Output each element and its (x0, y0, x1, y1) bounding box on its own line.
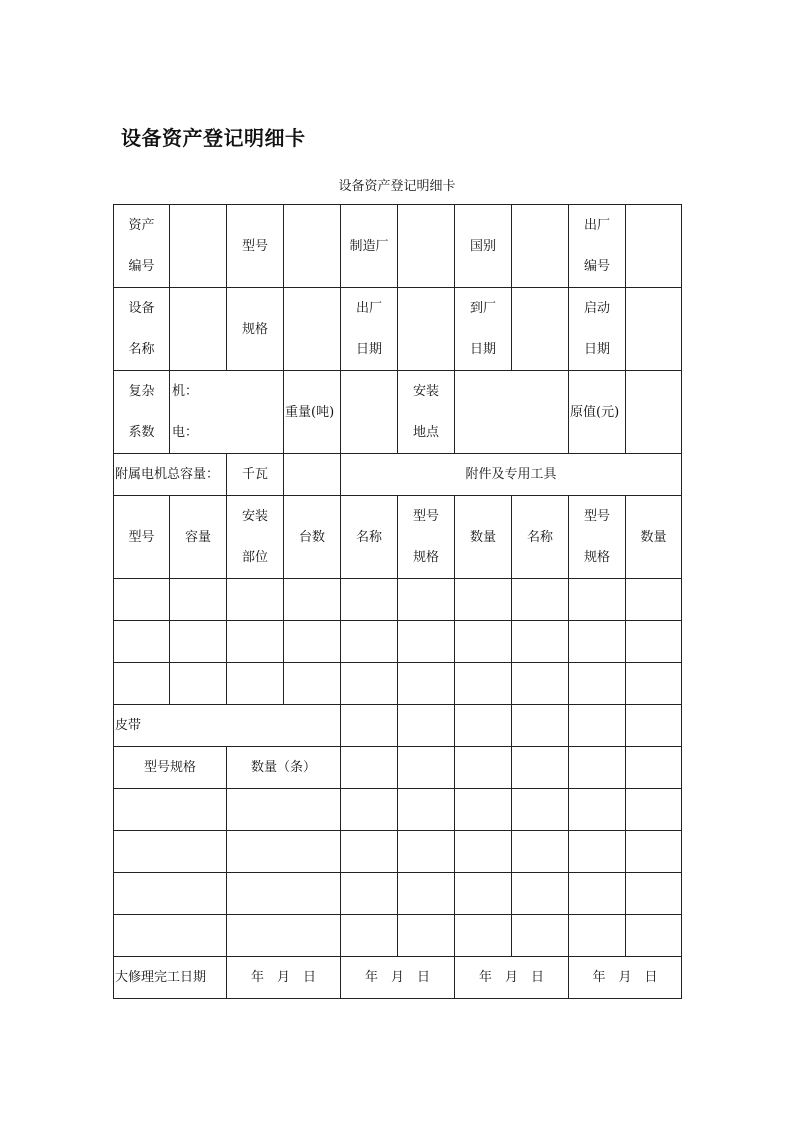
install-location-label: 安装 地点 (398, 371, 455, 454)
cell[interactable] (626, 831, 682, 873)
cell[interactable] (114, 579, 170, 621)
cell[interactable] (398, 579, 455, 621)
cell[interactable] (114, 915, 227, 957)
country-label: 国别 (455, 205, 512, 288)
cell[interactable] (398, 789, 455, 831)
cell[interactable] (455, 873, 512, 915)
table-row (114, 288, 682, 371)
cell[interactable] (512, 915, 569, 957)
cell[interactable] (114, 663, 170, 705)
cell[interactable] (114, 831, 227, 873)
cell[interactable] (455, 789, 512, 831)
overhaul-label: 大修理完工日期 (114, 957, 227, 999)
table-row (114, 873, 682, 915)
motor-capacity-value[interactable] (284, 454, 341, 496)
col-model: 型号 (114, 496, 170, 579)
kw-unit-label: 千瓦 (227, 454, 284, 496)
cell[interactable] (398, 747, 455, 789)
cell[interactable] (170, 663, 227, 705)
table-row (114, 831, 682, 873)
cell[interactable] (569, 579, 626, 621)
overhaul-date-1[interactable]: 年 月 日 (227, 957, 341, 999)
factory-no-label: 出厂 编号 (569, 205, 626, 288)
accessories-header: 附件及专用工具 (341, 454, 682, 496)
cell[interactable] (626, 705, 682, 747)
col-count: 台数 (284, 496, 341, 579)
col-name-2: 名称 (512, 496, 569, 579)
cell[interactable] (341, 789, 398, 831)
weight-label: 重量(吨) (284, 371, 341, 454)
factory-date-label: 出厂 日期 (341, 288, 398, 371)
manufacturer-value[interactable] (398, 205, 455, 288)
equip-name-label: 设备 名称 (114, 288, 170, 371)
table-row (114, 205, 682, 288)
cell[interactable] (512, 663, 569, 705)
belt-model-spec-header: 型号规格 (114, 747, 227, 789)
factory-date-value[interactable] (398, 288, 455, 371)
cell[interactable] (341, 621, 398, 663)
mech-elec-field[interactable]: 机： 电： (170, 371, 284, 454)
cell[interactable] (114, 621, 170, 663)
equip-name-value[interactable] (170, 288, 227, 371)
cell[interactable] (114, 789, 227, 831)
cell[interactable] (227, 873, 341, 915)
cell[interactable] (341, 705, 398, 747)
arrival-date-value[interactable] (512, 288, 569, 371)
start-date-value[interactable] (626, 288, 682, 371)
asset-no-label: 资产 编号 (114, 205, 170, 288)
table-row (114, 496, 682, 579)
cell[interactable] (398, 831, 455, 873)
table-row (114, 454, 682, 496)
col-qty-2: 数量 (626, 496, 682, 579)
cell[interactable] (569, 621, 626, 663)
cell[interactable] (512, 789, 569, 831)
cell[interactable] (569, 705, 626, 747)
cell[interactable] (569, 915, 626, 957)
cell[interactable] (626, 873, 682, 915)
manufacturer-label: 制造厂 (341, 205, 398, 288)
asset-registration-table (113, 204, 682, 999)
table-caption: 设备资产登记明细卡 (338, 179, 456, 194)
cell[interactable] (455, 705, 512, 747)
cell[interactable] (398, 873, 455, 915)
cell[interactable] (398, 663, 455, 705)
cell[interactable] (170, 621, 227, 663)
cell[interactable] (227, 579, 284, 621)
spec-label: 规格 (227, 288, 284, 371)
table-row (114, 621, 682, 663)
complexity-label: 复杂 系数 (114, 371, 170, 454)
table-row (114, 579, 682, 621)
table-row (114, 663, 682, 705)
cell[interactable] (398, 705, 455, 747)
cell[interactable] (341, 873, 398, 915)
overhaul-date-2[interactable]: 年 月 日 (341, 957, 455, 999)
cell[interactable] (455, 747, 512, 789)
cell[interactable] (512, 705, 569, 747)
cell[interactable] (170, 579, 227, 621)
cell[interactable] (284, 579, 341, 621)
cell[interactable] (626, 663, 682, 705)
cell[interactable] (512, 621, 569, 663)
col-qty-1: 数量 (455, 496, 512, 579)
cell[interactable] (569, 873, 626, 915)
asset-no-value[interactable] (170, 205, 227, 288)
col-capacity: 容量 (170, 496, 227, 579)
factory-no-value[interactable] (626, 205, 682, 288)
belt-qty-header: 数量（条） (227, 747, 341, 789)
cell[interactable] (227, 915, 341, 957)
cell[interactable] (512, 831, 569, 873)
original-value-value[interactable] (626, 371, 682, 454)
cell[interactable] (341, 915, 398, 957)
model-value[interactable] (284, 205, 341, 288)
col-name-1: 名称 (341, 496, 398, 579)
overhaul-date-3[interactable]: 年 月 日 (455, 957, 569, 999)
table-row (114, 789, 682, 831)
start-date-label: 启动 日期 (569, 288, 626, 371)
cell[interactable] (398, 915, 455, 957)
cell[interactable] (512, 747, 569, 789)
weight-value[interactable] (341, 371, 398, 454)
cell[interactable] (626, 789, 682, 831)
table-row (114, 371, 682, 454)
belt-label: 皮带 (114, 705, 341, 747)
cell[interactable] (455, 621, 512, 663)
spec-value[interactable] (284, 288, 341, 371)
cell[interactable] (455, 831, 512, 873)
cell[interactable] (341, 579, 398, 621)
cell[interactable] (455, 579, 512, 621)
cell[interactable] (569, 747, 626, 789)
cell[interactable] (341, 663, 398, 705)
cell[interactable] (341, 747, 398, 789)
table-row (114, 915, 682, 957)
model-label: 型号 (227, 205, 284, 288)
arrival-date-label: 到厂 日期 (455, 288, 512, 371)
table-row (114, 705, 682, 747)
original-value-label: 原值(元) (569, 371, 626, 454)
cell[interactable] (227, 789, 341, 831)
document-title: 设备资产登记明细卡 (121, 126, 306, 150)
cell[interactable] (512, 873, 569, 915)
cell[interactable] (626, 621, 682, 663)
cell[interactable] (569, 663, 626, 705)
cell[interactable] (227, 831, 341, 873)
overhaul-date-4[interactable]: 年 月 日 (569, 957, 682, 999)
cell[interactable] (455, 915, 512, 957)
cell[interactable] (284, 663, 341, 705)
table-row (114, 747, 682, 789)
motor-capacity-label: 附属电机总容量： (114, 454, 227, 496)
cell[interactable] (626, 747, 682, 789)
col-model-spec-2: 型号 规格 (569, 496, 626, 579)
install-location-value[interactable] (455, 371, 569, 454)
col-model-spec-1: 型号 规格 (398, 496, 455, 579)
country-value[interactable] (512, 205, 569, 288)
table-row (114, 957, 682, 999)
cell[interactable] (569, 831, 626, 873)
cell[interactable] (569, 789, 626, 831)
cell[interactable] (284, 621, 341, 663)
cell[interactable] (341, 831, 398, 873)
cell[interactable] (227, 621, 284, 663)
cell[interactable] (626, 579, 682, 621)
cell[interactable] (626, 915, 682, 957)
cell[interactable] (227, 663, 284, 705)
col-install-part: 安装 部位 (227, 496, 284, 579)
cell[interactable] (455, 663, 512, 705)
cell[interactable] (398, 621, 455, 663)
cell[interactable] (512, 579, 569, 621)
cell[interactable] (114, 873, 227, 915)
